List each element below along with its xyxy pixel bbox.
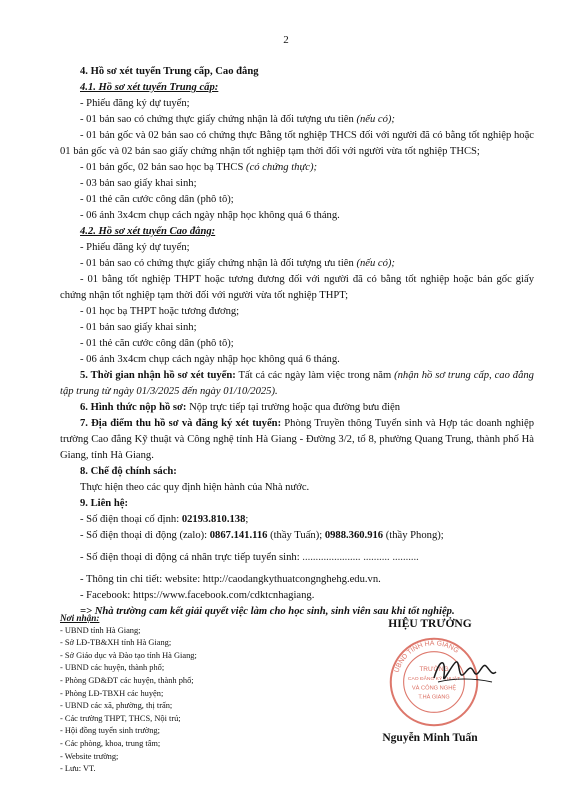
signature-block bbox=[310, 612, 550, 744]
section-4-1-title bbox=[60, 80, 534, 96]
s41-item-text: - 01 bản gốc, 02 bản sao học bạ THCS bbox=[80, 162, 247, 173]
section-4-1-title-text: 4.1. Hồ sơ xét tuyển Trung cấp: bbox=[80, 82, 219, 93]
recipient-item: - UBND các xã, phường, thị trấn; bbox=[60, 701, 173, 711]
contact-personal-phone bbox=[60, 550, 534, 566]
s42-item: - 06 ảnh 3x4cm chụp cách ngày nhập học không quá 6 tháng. bbox=[80, 354, 340, 365]
recipients-block bbox=[60, 612, 300, 776]
seal-line-1: TRƯỜNG bbox=[419, 665, 449, 673]
recipients-title: Nơi nhận: bbox=[60, 613, 100, 623]
section-5-text: Tất cả các ngày làm việc trong năm bbox=[235, 370, 395, 381]
section-5-label: 5. Thời gian nhận hồ sơ xét tuyển: bbox=[80, 370, 236, 381]
section-5 bbox=[60, 368, 534, 400]
s42-item: - 01 bằng tốt nghiệp THPT hoặc tương đương đối với người đã có bằng tốt nghiệp hoặc bản gốc giấy chứng nhận tốt nghiệp tạm thời đối với người vừa tốt nghiệp THPT; bbox=[60, 274, 534, 301]
section-7 bbox=[60, 416, 534, 464]
s41-item bbox=[60, 112, 534, 128]
section-8-title: 8. Chế độ chính sách: bbox=[80, 466, 177, 477]
signer-role: HIỆU TRƯỞNG bbox=[388, 618, 472, 630]
contact-website: - Thông tin chi tiết: website: http://caodangkythuatcongnghehg.edu.vn. bbox=[80, 574, 381, 585]
recipient-item: - Các phòng, khoa, trung tâm; bbox=[60, 738, 161, 748]
s41-item-text: - 01 bản sao có chứng thực giấy chứng nhận là đối tượng ưu tiên bbox=[80, 114, 357, 125]
s41-item: - Phiếu đăng ký dự tuyển; bbox=[80, 98, 190, 109]
page-number: 2 bbox=[283, 34, 289, 46]
contact-fixed-label: - Số điện thoại cố định: bbox=[80, 514, 182, 525]
contact-mobile-2-note: (thầy Phong); bbox=[383, 530, 444, 541]
seal-line-4: T.HÀ GIANG bbox=[418, 694, 450, 701]
recipient-item: - Lưu: VT. bbox=[60, 764, 96, 774]
signer-name: Nguyễn Minh Tuấn bbox=[382, 732, 478, 744]
s41-item: - 03 bản sao giấy khai sinh; bbox=[80, 178, 197, 189]
contact-facebook: - Facebook: https://www.facebook.com/cdktcnhagiang. bbox=[80, 590, 315, 601]
s42-item: - Phiếu đăng ký dự tuyển; bbox=[80, 242, 190, 253]
section-7-label: 7. Địa điểm thu hồ sơ và đăng ký xét tuyển: bbox=[80, 418, 282, 429]
section-6 bbox=[60, 400, 534, 416]
seal-line-3: VÀ CÔNG NGHỆ bbox=[411, 685, 457, 692]
contact-personal-dots: ...................... .......... .......... bbox=[302, 552, 419, 563]
s42-item bbox=[60, 256, 534, 272]
section-6-label: 6. Hình thức nộp hồ sơ: bbox=[80, 402, 187, 413]
recipient-item: - Sở Giáo dục và Đào tạo tỉnh Hà Giang; bbox=[60, 650, 197, 660]
recipient-item: - Phòng LĐ-TBXH các huyện; bbox=[60, 688, 164, 698]
contact-fixed-value: 02193.810.138 bbox=[181, 514, 246, 525]
s41-item-italic: (có chứng thực); bbox=[246, 162, 318, 173]
contact-mobile-1-note: (thầy Tuấn); bbox=[267, 530, 325, 541]
s42-item: - 01 học bạ THPT hoặc tương đương; bbox=[80, 306, 240, 317]
contact-personal-label: - Số điện thoại di động cá nhân trực tiếp tuyển sinh: bbox=[80, 552, 303, 563]
recipient-item: - Sở LĐ-TB&XH tỉnh Hà Giang; bbox=[60, 638, 172, 648]
recipient-item: - Hội đồng tuyển sinh trường; bbox=[60, 726, 160, 736]
recipient-item: - Website trường; bbox=[60, 751, 119, 761]
s42-item: - 01 bản sao giấy khai sinh; bbox=[80, 322, 197, 333]
section-8-text: Thực hiện theo các quy định hiện hành của Nhà nước. bbox=[80, 482, 310, 493]
handwritten-signature-icon bbox=[430, 652, 500, 692]
seal-line-2: CAO ĐẲNG KỸ THUẬT bbox=[407, 677, 461, 683]
s42-item-text: - 01 bản sao có chứng thực giấy chứng nhận là đối tượng ưu tiên bbox=[80, 258, 357, 269]
s41-item-italic: (nếu có); bbox=[356, 114, 395, 125]
s41-item: - 01 bản gốc và 02 bản sao có chứng thực Bằng tốt nghiệp THCS đối với người đã có bằng tốt nghiệp hoặc 01 bản gốc và 02 bản sao giấy chứng nhận tốt nghiệp tạm thời đối với người vừa tốt nghiệp THCS; bbox=[60, 130, 534, 157]
recipients-list bbox=[60, 625, 300, 776]
contact-fixed-end: ; bbox=[245, 514, 249, 525]
section-7-text: Phòng Truyền thông Tuyển sinh và Hợp tác doanh nghiệp trường Cao đẳng Kỹ thuật và Công nghệ tỉnh Hà Giang - Đường 3/2, tổ 8, phường Quang Trung, thành phố Hà Giang, tỉnh Hà Giang. bbox=[60, 418, 534, 461]
s41-item bbox=[60, 160, 534, 176]
s42-item-italic: (nếu có); bbox=[356, 258, 395, 269]
section-5-italic: (nhận hồ sơ trung cấp, cao đẳng tập trung từ ngày 01/3/2025 đến ngày 01/10/2025). bbox=[60, 370, 534, 397]
seal-top-text: UBND TỈNH HÀ GIANG bbox=[393, 640, 460, 674]
section-4-2-title-text: 4.2. Hồ sơ xét tuyển Cao đẳng: bbox=[80, 226, 216, 237]
recipient-item: - Các trường THPT, THCS, Nội trú; bbox=[60, 713, 181, 723]
section-4-title: 4. Hồ sơ xét tuyển Trung cấp, Cao đẳng bbox=[80, 66, 259, 77]
recipient-item: - UBND tỉnh Hà Giang; bbox=[60, 625, 141, 635]
s42-item: - 01 thẻ căn cước công dân (phô tô); bbox=[80, 338, 234, 349]
contact-mobile-label: - Số điện thoại di động (zalo): bbox=[80, 530, 210, 541]
contact-mobile-2: 0988.360.916 bbox=[324, 530, 384, 541]
contact-mobile-phone bbox=[60, 528, 534, 544]
section-4-2-title bbox=[60, 224, 534, 240]
s41-item: - 01 thẻ căn cước công dân (phô tô); bbox=[80, 194, 234, 205]
section-9-title: 9. Liên hệ: bbox=[80, 498, 128, 509]
recipient-item: - UBND các huyện, thành phố; bbox=[60, 663, 165, 673]
s41-item: - 06 ảnh 3x4cm chụp cách ngày nhập học không quá 6 tháng. bbox=[80, 210, 340, 221]
commitment-note: => Nhà trường cam kết giải quyết việc làm cho học sinh, sinh viên sau khi tốt nghiệp. bbox=[80, 606, 455, 617]
contact-fixed-phone bbox=[60, 512, 534, 528]
recipient-item: - Phòng GD&ĐT các huyện, thành phố; bbox=[60, 675, 194, 685]
section-6-text: Nộp trực tiếp tại trường hoặc qua đường bưu điện bbox=[186, 402, 401, 413]
document-body bbox=[60, 64, 534, 620]
contact-mobile-1: 0867.141.116 bbox=[209, 530, 268, 541]
